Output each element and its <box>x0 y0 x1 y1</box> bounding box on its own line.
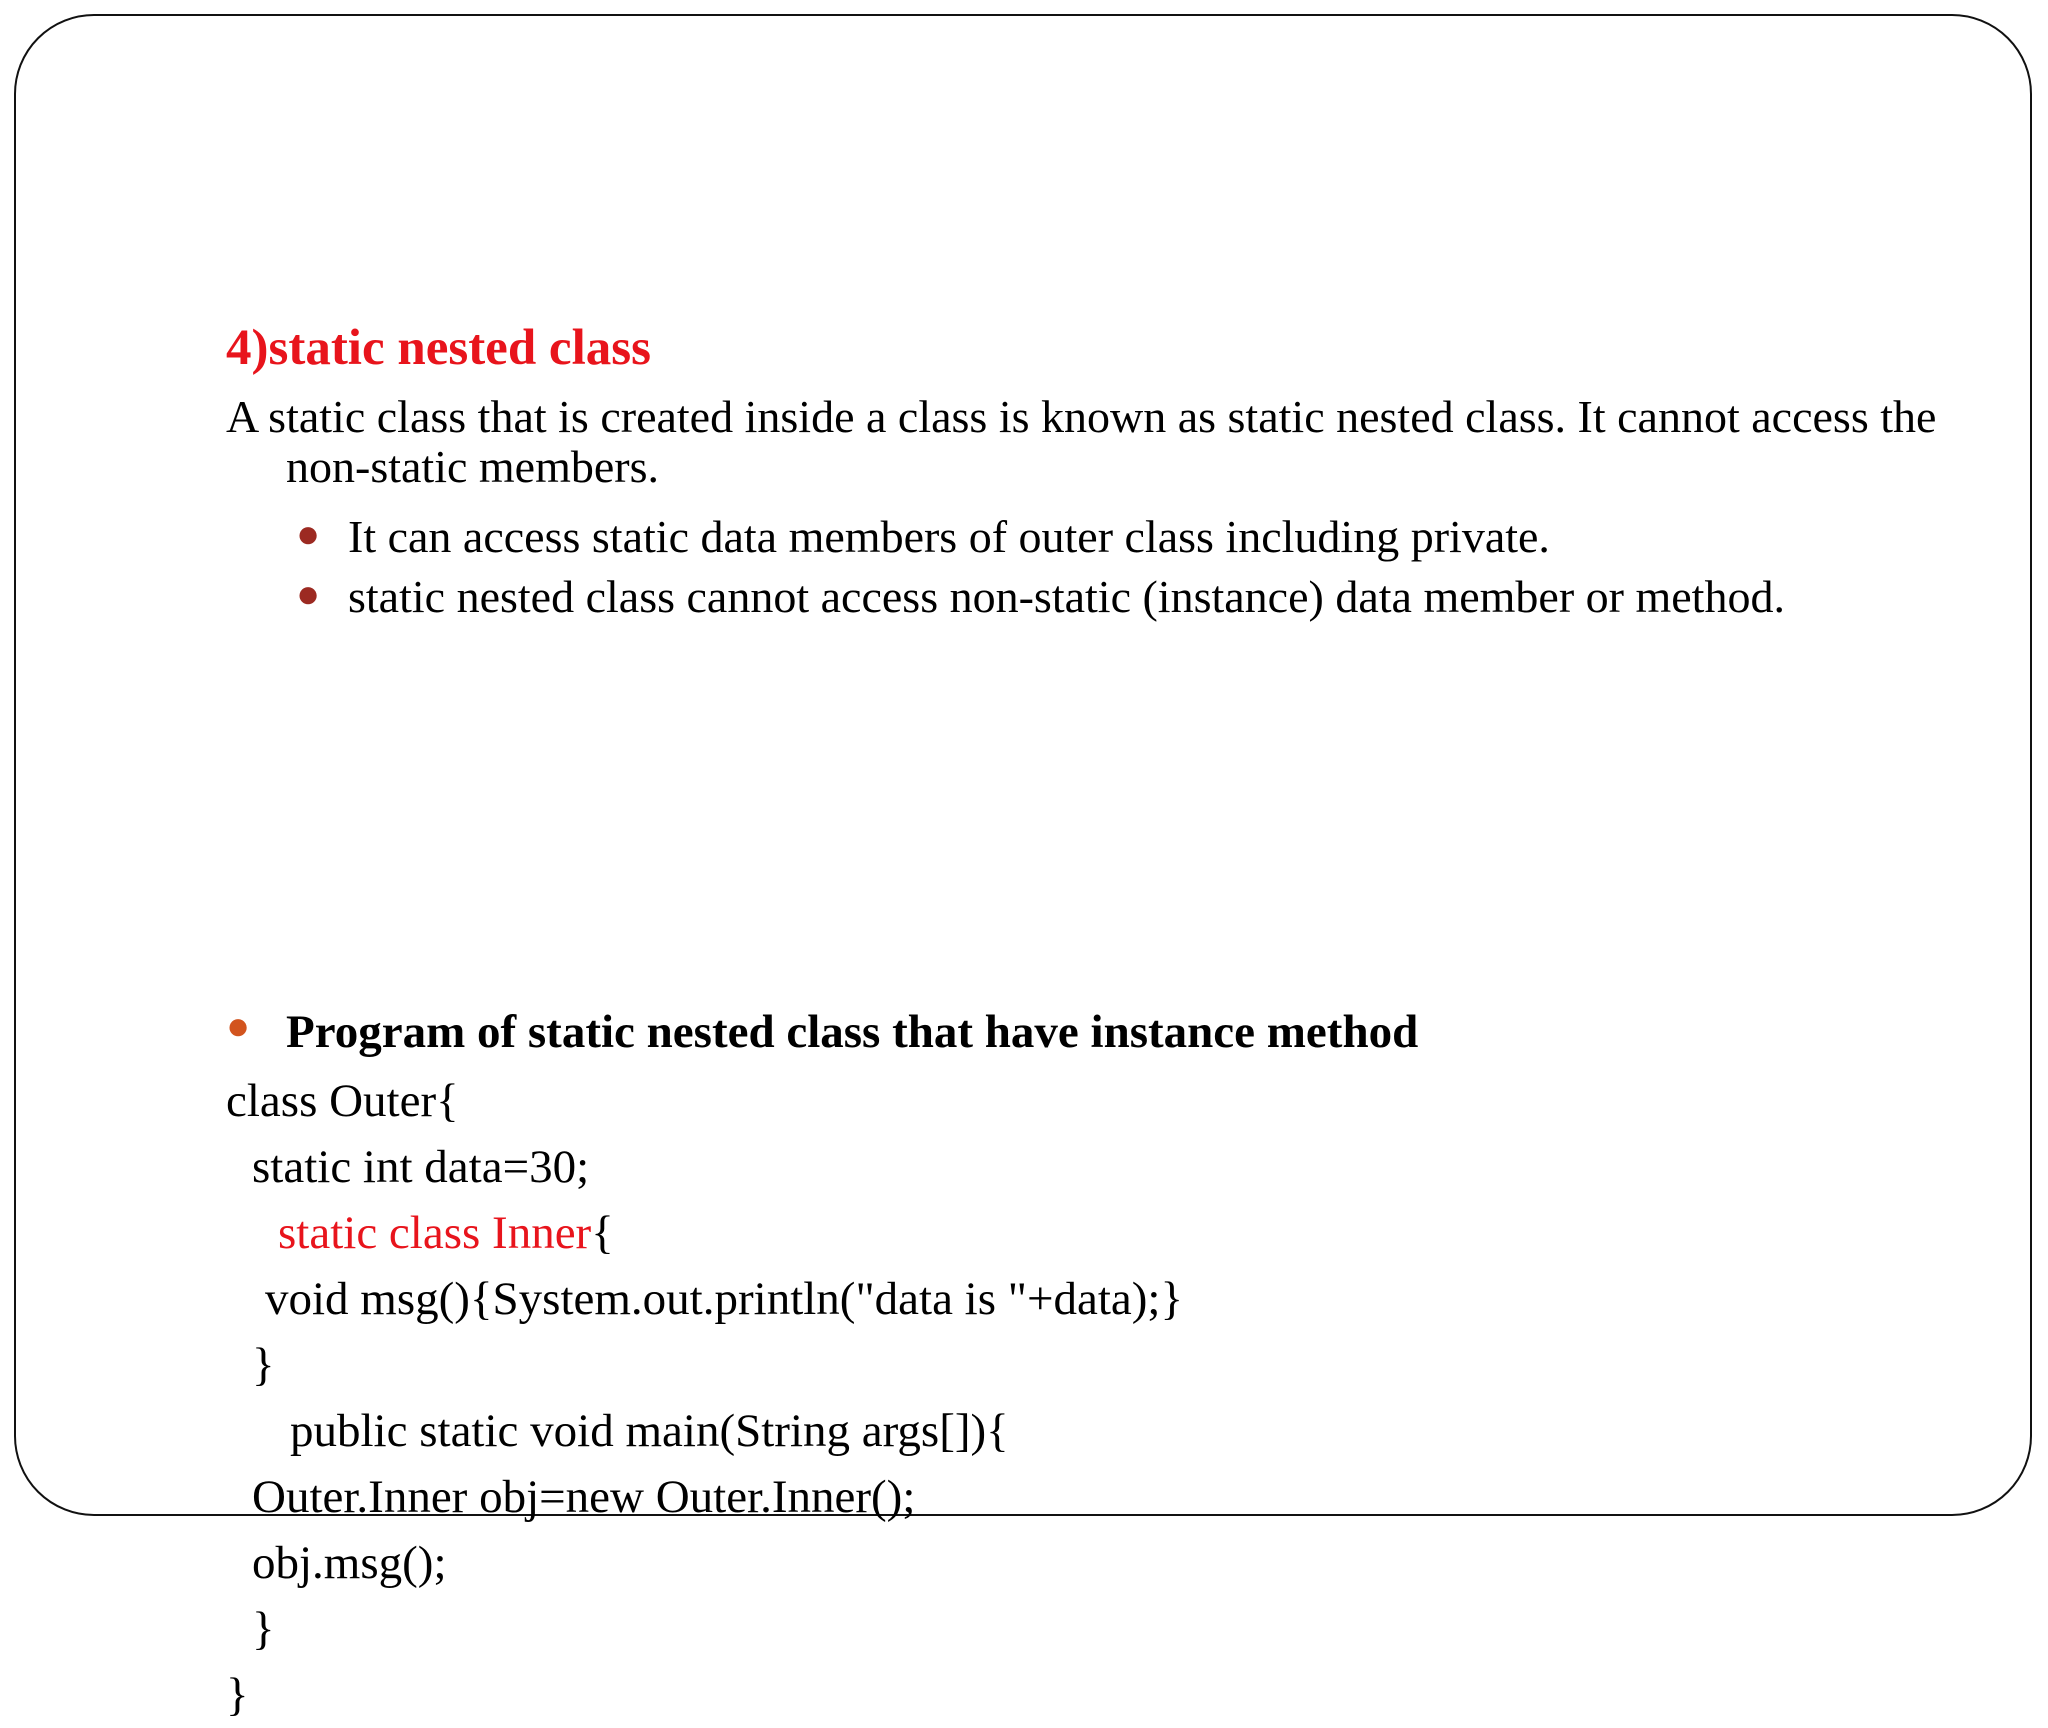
code-text: obj.msg(); <box>252 1537 447 1589</box>
code-line <box>226 1530 1183 1596</box>
bullet-dot-icon: ● <box>226 1003 251 1048</box>
slide-title: 4)static nested class <box>226 320 651 376</box>
code-text: { <box>591 1207 614 1259</box>
code-text: } <box>226 1669 249 1721</box>
sub-bullet-text: static nested class cannot access non-static (instance) data member or method. <box>348 571 1785 622</box>
code-line <box>226 1068 1183 1134</box>
code-text: class Outer{ <box>226 1075 459 1127</box>
code-line <box>226 1596 1183 1662</box>
sub-bullet-item <box>226 512 1946 562</box>
program-heading-item <box>226 1004 1418 1060</box>
code-line <box>226 1266 1183 1332</box>
code-line <box>226 1200 1183 1266</box>
code-line <box>226 1464 1183 1530</box>
sub-bullet-list <box>226 512 1946 632</box>
sub-bullet-item <box>226 572 1946 622</box>
code-block <box>226 1068 1183 1728</box>
code-text: } <box>252 1339 275 1391</box>
sub-bullet-text: It can access static data members of outer class including private. <box>348 511 1550 562</box>
code-text: public static void main(String args[]){ <box>290 1405 1009 1457</box>
code-keyword-text: static class Inner <box>278 1207 592 1259</box>
bullet-dot-icon: ● <box>296 511 321 556</box>
code-line <box>226 1398 1183 1464</box>
program-heading-text: Program of static nested class that have instance method <box>286 1006 1419 1058</box>
code-text: static int data=30; <box>252 1141 590 1193</box>
code-text: Outer.Inner obj=new Outer.Inner(); <box>252 1471 916 1523</box>
code-line <box>226 1332 1183 1398</box>
code-line <box>226 1662 1183 1728</box>
bullet-dot-icon: ● <box>296 571 321 616</box>
description-text: A static class that is created inside a class is known as static nested class. It cannot access the non-static members. <box>226 391 1937 492</box>
code-text: void msg(){System.out.println("data is "+data);} <box>265 1273 1184 1325</box>
code-line <box>226 1134 1183 1200</box>
code-text: } <box>252 1603 275 1655</box>
